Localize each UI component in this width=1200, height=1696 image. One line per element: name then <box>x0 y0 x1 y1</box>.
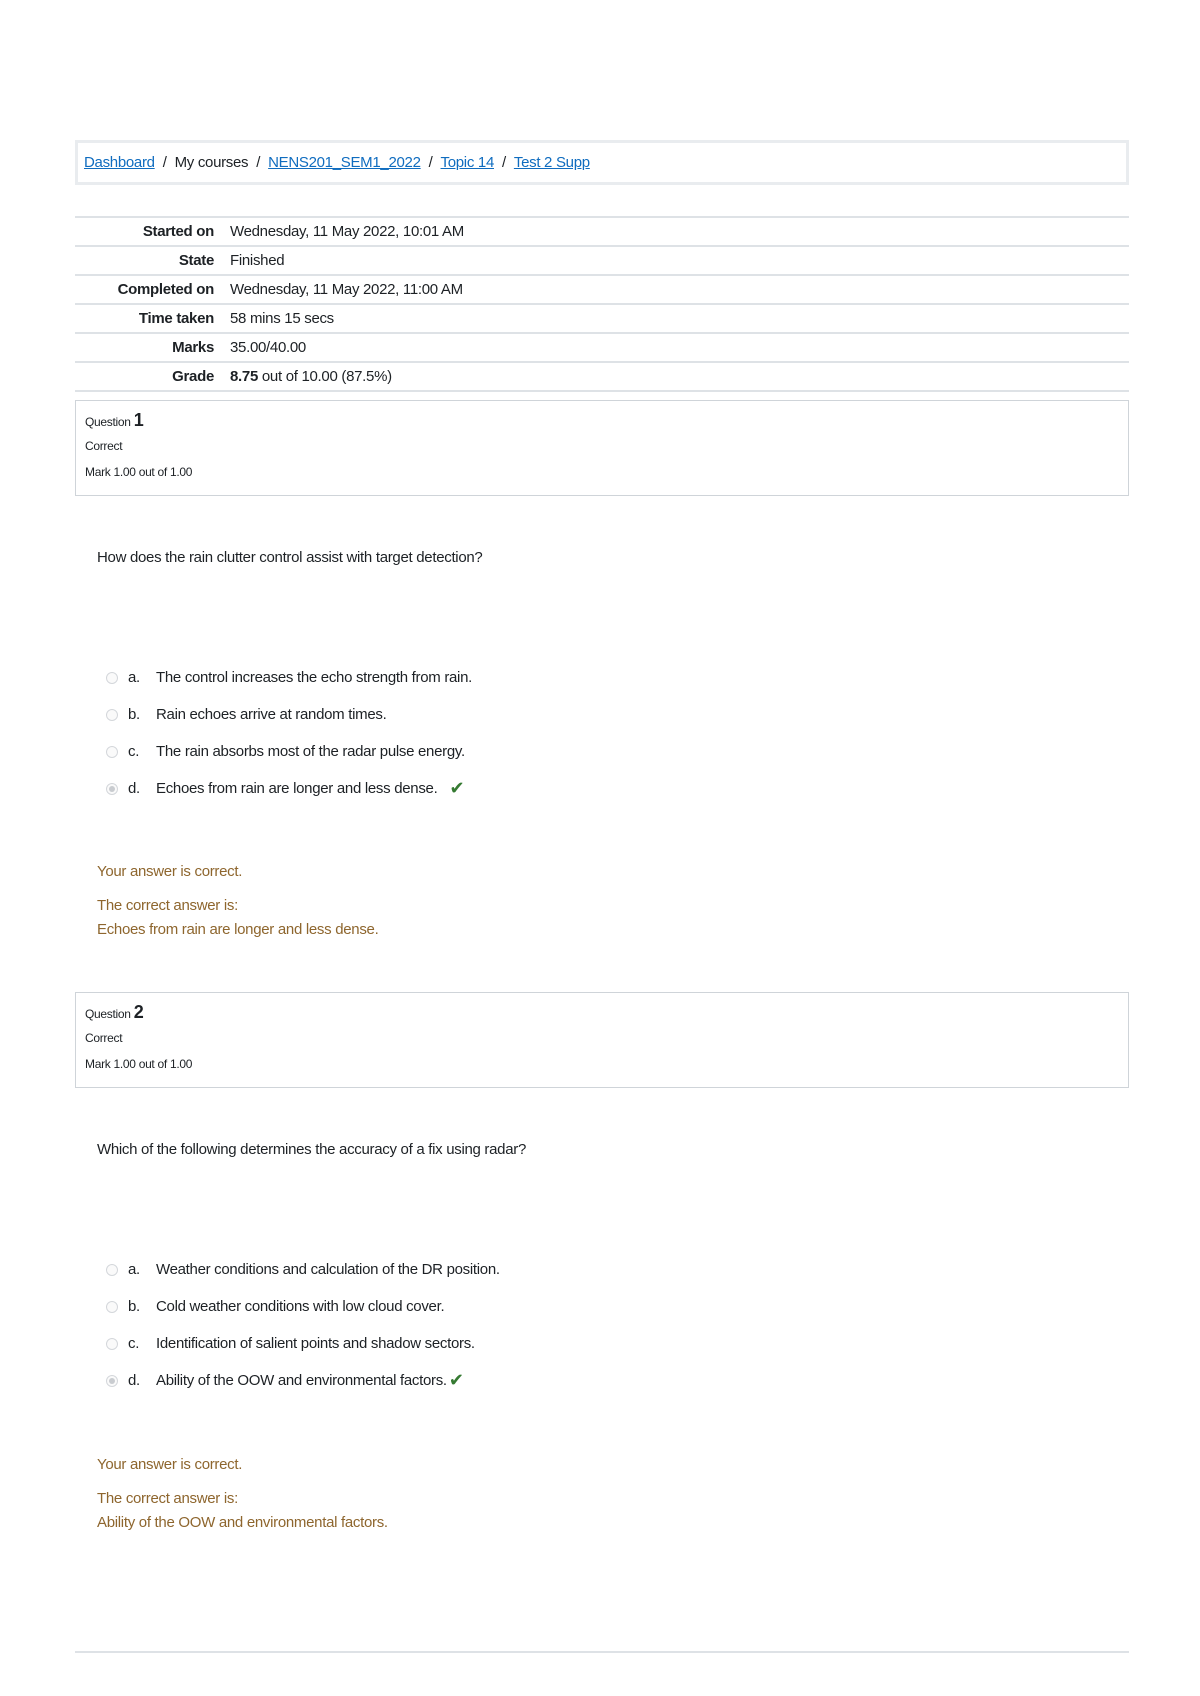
breadcrumb-my-courses: My courses <box>174 154 249 171</box>
answer-option[interactable] <box>106 1251 500 1288</box>
feedback-2 <box>97 1455 388 1535</box>
summary-label: Completed on <box>117 281 214 298</box>
question-number <box>85 409 1128 433</box>
radio-icon[interactable] <box>106 709 118 721</box>
answer-list-1 <box>106 659 472 807</box>
question-number <box>85 1001 1128 1025</box>
feedback-general: Your answer is correct. <box>97 1456 243 1473</box>
answer-option[interactable] <box>106 1288 500 1325</box>
grade-out-of: out of 10.00 (87.5%) <box>261 368 392 385</box>
summary-row-started-on <box>75 216 1129 245</box>
summary-value: 35.00/40.00 <box>230 339 306 356</box>
answer-text: Weather conditions and calculation of the DR position. <box>156 1261 500 1278</box>
radio-icon[interactable] <box>106 746 118 758</box>
answer-text: Cold weather conditions with low cloud cover. <box>156 1298 445 1315</box>
answer-option[interactable] <box>106 659 472 696</box>
answer-option[interactable] <box>106 1325 500 1362</box>
summary-value: Finished <box>230 252 285 269</box>
question-state: Correct <box>85 439 123 453</box>
question-mark: Mark 1.00 out of 1.00 <box>85 1057 193 1071</box>
grade-score: 8.75 <box>230 368 258 385</box>
summary-label: Grade <box>172 368 214 385</box>
breadcrumb-separator: / <box>256 154 261 171</box>
breadcrumb-separator: / <box>428 154 433 171</box>
answer-text: The rain absorbs most of the radar pulse energy. <box>156 743 465 760</box>
answer-text: Identification of salient points and shadow sectors. <box>156 1335 475 1352</box>
summary-value: Wednesday, 11 May 2022, 11:00 AM <box>230 281 463 298</box>
answer-option-selected[interactable] <box>106 770 472 807</box>
question-number-value: 2 <box>133 1002 144 1022</box>
feedback-right-answer: Ability of the OOW and environmental factors. <box>97 1514 388 1531</box>
breadcrumb-course-link[interactable]: NENS201_SEM1_2022 <box>268 154 421 171</box>
breadcrumb-separator: / <box>162 154 167 171</box>
question-info-1 <box>75 400 1129 496</box>
radio-icon[interactable] <box>106 1338 118 1350</box>
answer-text: Rain echoes arrive at random times. <box>156 706 387 723</box>
check-icon: ✔ <box>448 1370 464 1390</box>
question-label: Question <box>85 415 131 429</box>
breadcrumb-separator: / <box>502 154 506 171</box>
radio-icon[interactable] <box>106 1301 118 1313</box>
summary-value: 58 mins 15 secs <box>230 310 334 327</box>
radio-icon[interactable] <box>106 1264 118 1276</box>
question-state: Correct <box>85 1031 123 1045</box>
answer-letter: d. <box>128 780 140 797</box>
answer-letter: c. <box>128 1335 140 1352</box>
summary-value: Wednesday, 11 May 2022, 10:01 AM <box>230 223 464 240</box>
answer-letter: b. <box>128 706 140 723</box>
breadcrumb-dashboard-link[interactable]: Dashboard <box>84 154 155 171</box>
breadcrumb-test-link[interactable]: Test 2 Supp <box>513 154 590 171</box>
radio-icon[interactable] <box>106 1375 118 1387</box>
answer-text: The control increases the echo strength from rain. <box>156 669 472 686</box>
answer-letter: b. <box>128 1298 140 1315</box>
question-text-2: Which of the following determines the accuracy of a fix using radar? <box>97 1141 526 1158</box>
page-divider <box>75 1651 1129 1653</box>
summary-value <box>230 368 1129 385</box>
summary-label: Time taken <box>138 310 214 327</box>
answer-letter: c. <box>128 743 140 760</box>
answer-option[interactable] <box>106 696 472 733</box>
summary-label: Started on <box>142 223 214 240</box>
check-icon: ✔ <box>449 778 465 798</box>
summary-row-completed-on <box>75 274 1129 303</box>
answer-text: Ability of the OOW and environmental factors. <box>156 1372 447 1389</box>
feedback-right-answer: Echoes from rain are longer and less dense. <box>97 921 379 938</box>
answer-option-selected[interactable] <box>106 1362 500 1399</box>
question-mark: Mark 1.00 out of 1.00 <box>85 465 193 479</box>
summary-row-state <box>75 245 1129 274</box>
answer-text: Echoes from rain are longer and less dense. <box>156 780 438 797</box>
question-number-value: 1 <box>133 410 144 430</box>
feedback-1 <box>97 862 378 942</box>
summary-row-time-taken <box>75 303 1129 332</box>
radio-icon[interactable] <box>106 783 118 795</box>
answer-letter: d. <box>128 1372 140 1389</box>
feedback-right-label: The correct answer is: <box>97 1490 238 1507</box>
summary-row-grade <box>75 361 1129 392</box>
answer-letter: a. <box>128 1261 140 1278</box>
attempt-summary-table <box>75 216 1129 392</box>
breadcrumb <box>75 140 1129 185</box>
answer-list-2 <box>106 1251 500 1399</box>
feedback-right-label: The correct answer is: <box>97 897 238 914</box>
question-label: Question <box>85 1007 131 1021</box>
summary-row-marks <box>75 332 1129 361</box>
radio-icon[interactable] <box>106 672 118 684</box>
answer-letter: a. <box>128 669 140 686</box>
answer-option[interactable] <box>106 733 472 770</box>
question-text-1: How does the rain clutter control assist with target detection? <box>97 549 483 566</box>
breadcrumb-topic-link[interactable]: Topic 14 <box>440 154 494 171</box>
question-info-2 <box>75 992 1129 1088</box>
summary-label: Marks <box>172 339 214 356</box>
feedback-general: Your answer is correct. <box>97 863 243 880</box>
summary-label: State <box>178 252 214 269</box>
